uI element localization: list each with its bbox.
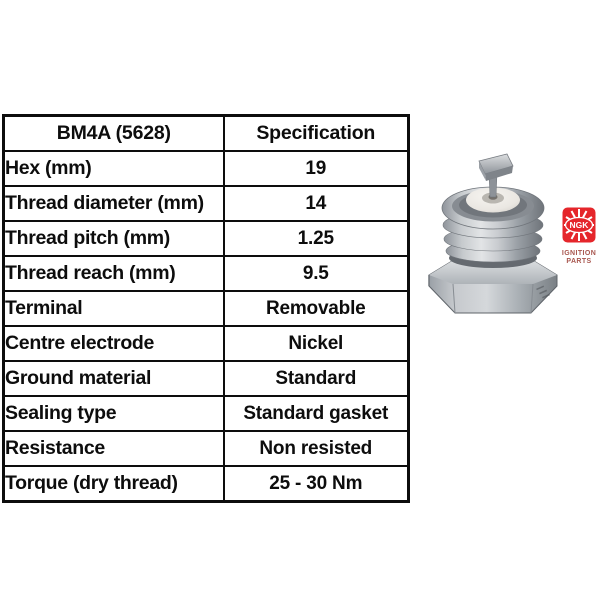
table-header-row [4,116,409,152]
model-header-cell: BM4A (5628) [4,116,224,152]
table-row [4,466,409,502]
spec-label-cell: Sealing type [4,396,224,431]
spec-value-cell: 1.25 [224,221,409,256]
ngk-logo-badge [562,207,596,243]
ngk-logo [559,207,599,266]
spec-value-cell: Standard [224,361,409,396]
spec-value-cell: 25 - 30 Nm [224,466,409,502]
spec-label-cell: Thread diameter (mm) [4,186,224,221]
spec-value-cell: Standard gasket [224,396,409,431]
table-row [4,361,409,396]
spec-header-cell: Specification [224,116,409,152]
spec-label-cell: Terminal [4,291,224,326]
table-row [4,221,409,256]
spark-plug-illustration [423,152,563,324]
table-row [4,431,409,466]
spec-label-cell: Resistance [4,431,224,466]
tagline-line-2: PARTS [566,258,592,265]
spec-value-cell: Removable [224,291,409,326]
spec-value-cell: Non resisted [224,431,409,466]
table-row [4,186,409,221]
spark-plug-image [423,152,563,324]
spec-value-cell: 14 [224,186,409,221]
spec-label-cell: Thread pitch (mm) [4,221,224,256]
spec-label-cell: Hex (mm) [4,151,224,186]
spec-label-cell: Torque (dry thread) [4,466,224,502]
spec-value-cell: 9.5 [224,256,409,291]
spec-label-cell: Ground material [4,361,224,396]
tagline-line-1: IGNITION [561,250,597,257]
table-row [4,291,409,326]
spec-table [2,114,410,503]
table-row [4,256,409,291]
spec-label-cell: Centre electrode [4,326,224,361]
spec-label-cell: Thread reach (mm) [4,256,224,291]
ignition-parts-text [559,250,599,266]
spec-value-cell: 19 [224,151,409,186]
table-row [4,396,409,431]
spec-value-cell: Nickel [224,326,409,361]
table-row [4,326,409,361]
brand-text: NGK [569,220,589,231]
table-row [4,151,409,186]
